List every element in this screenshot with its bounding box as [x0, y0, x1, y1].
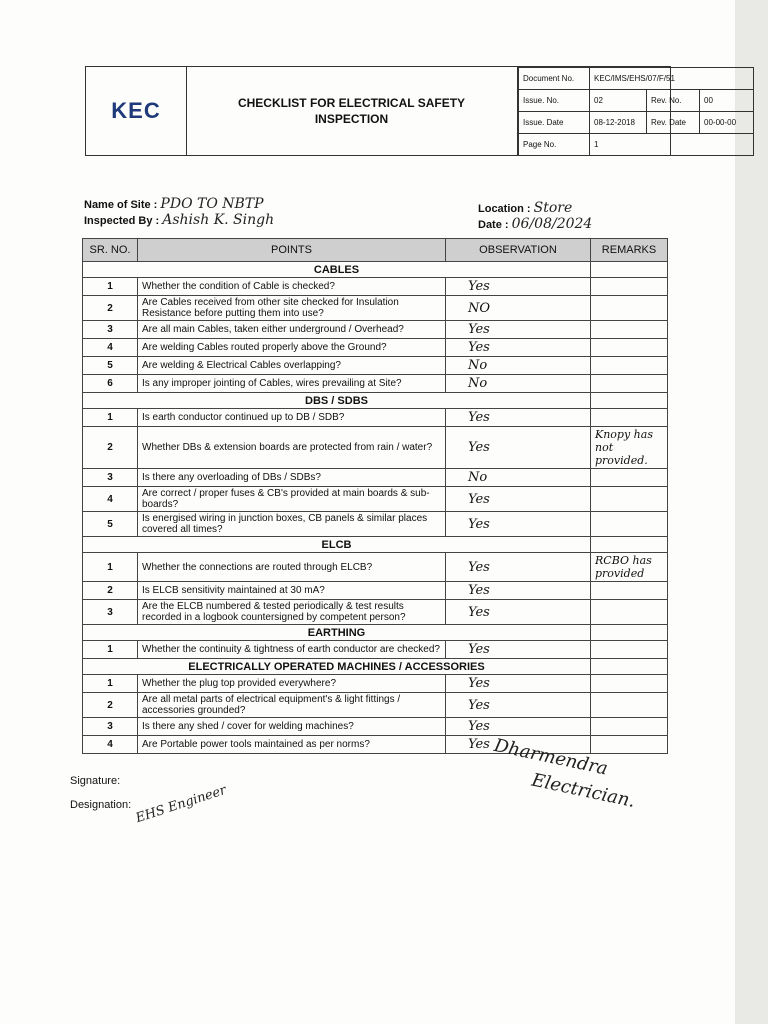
- kec-logo: KEC: [86, 67, 187, 155]
- location-label: Location :: [478, 203, 531, 215]
- row-sr-number: 2: [83, 582, 138, 600]
- row-observation: Yes: [446, 339, 591, 357]
- site-name-value: PDO TO NBTP: [160, 196, 264, 212]
- row-sr-number: 3: [83, 469, 138, 487]
- rev-no-label: Rev. No.: [647, 90, 700, 112]
- section-remarks-cell: [591, 537, 668, 553]
- row-point: Are correct / proper fuses & CB's provided at main boards & sub- boards?: [138, 487, 446, 512]
- row-observation: NO: [446, 296, 591, 321]
- row-sr-number: 2: [83, 296, 138, 321]
- table-row: [83, 296, 668, 321]
- date-value: 06/08/2024: [511, 216, 593, 232]
- section-header-row: [83, 625, 668, 641]
- table-row: [83, 675, 668, 693]
- table-row: [83, 582, 668, 600]
- row-point: Are Cables received from other site checked for Insulation Resistance before putting them into use?: [138, 296, 446, 321]
- row-sr-number: 2: [83, 693, 138, 718]
- row-remarks: [591, 296, 668, 321]
- section-remarks-cell: [591, 393, 668, 409]
- row-point: Are all metal parts of electrical equipment's & light fittings / accessories grounded?: [138, 693, 446, 718]
- row-observation: No: [446, 469, 591, 487]
- table-row: [83, 553, 668, 582]
- row-observation: No: [446, 357, 591, 375]
- row-sr-number: 3: [83, 321, 138, 339]
- document-header: [85, 66, 737, 156]
- electrician-designation: Electrician.: [529, 769, 638, 812]
- col-points: POINTS: [138, 239, 446, 262]
- row-sr-number: 4: [83, 736, 138, 754]
- row-observation: Yes: [446, 600, 591, 625]
- row-remarks: [591, 321, 668, 339]
- inspected-by-label: Inspected By :: [84, 215, 160, 227]
- section-title: ELCB: [83, 537, 591, 553]
- doc-no-label: Document No.: [519, 68, 590, 90]
- location-value: Store: [533, 200, 573, 216]
- row-observation: Yes: [446, 409, 591, 427]
- row-sr-number: 1: [83, 278, 138, 296]
- row-observation: Yes: [446, 582, 591, 600]
- section-title: CABLES: [83, 262, 591, 278]
- table-row: [83, 409, 668, 427]
- row-observation: Yes: [446, 718, 591, 736]
- date-line: [478, 216, 592, 232]
- row-point: Are all main Cables, taken either underground / Overhead?: [138, 321, 446, 339]
- row-observation: Yes: [446, 427, 591, 469]
- table-row: [83, 641, 668, 659]
- doc-no-value: KEC/IMS/EHS/07/F/51: [590, 68, 754, 90]
- section-title: EARTHING: [83, 625, 591, 641]
- section-remarks-cell: [591, 659, 668, 675]
- page-no-value: 1: [590, 134, 754, 156]
- section-title: ELECTRICALLY OPERATED MACHINES / ACCESSORIES: [83, 659, 591, 675]
- row-observation: Yes: [446, 278, 591, 296]
- inspected-by-line: [84, 212, 274, 228]
- site-name-line: [84, 196, 264, 212]
- row-observation: Yes: [446, 693, 591, 718]
- row-remarks: [591, 718, 668, 736]
- row-remarks: [591, 357, 668, 375]
- section-remarks-cell: [591, 262, 668, 278]
- col-observation: OBSERVATION: [446, 239, 591, 262]
- rev-date-label: Rev. Date: [647, 112, 700, 134]
- row-point: Is energised wiring in junction boxes, CB panels & similar places covered all times?: [138, 512, 446, 537]
- row-point: Whether the condition of Cable is checked?: [138, 278, 446, 296]
- row-point: Are welding & Electrical Cables overlapping?: [138, 357, 446, 375]
- table-row: [83, 427, 668, 469]
- row-remarks: [591, 675, 668, 693]
- row-remarks: [591, 469, 668, 487]
- table-row: [83, 357, 668, 375]
- row-point: Are Portable power tools maintained as per norms?: [138, 736, 446, 754]
- row-point: Whether DBs & extension boards are protected from rain / water?: [138, 427, 446, 469]
- row-remarks: [591, 582, 668, 600]
- row-remarks: [591, 641, 668, 659]
- row-sr-number: 1: [83, 553, 138, 582]
- section-remarks-cell: [591, 625, 668, 641]
- row-sr-number: 1: [83, 675, 138, 693]
- document-title: CHECKLIST FOR ELECTRICAL SAFETY INSPECTION: [186, 67, 518, 155]
- row-observation: Yes: [446, 736, 591, 754]
- section-header-row: [83, 393, 668, 409]
- row-sr-number: 3: [83, 600, 138, 625]
- row-observation: No: [446, 375, 591, 393]
- row-remarks: [591, 512, 668, 537]
- col-sr: SR. NO.: [83, 239, 138, 262]
- row-point: Are the ELCB numbered & tested periodically & test results recorded in a logbook countersigned by competent person?: [138, 600, 446, 625]
- row-sr-number: 1: [83, 641, 138, 659]
- table-row: [83, 512, 668, 537]
- row-sr-number: 6: [83, 375, 138, 393]
- designation-line: [70, 782, 229, 827]
- row-observation: Yes: [446, 641, 591, 659]
- date-label: Date :: [478, 219, 509, 231]
- row-point: Is there any shed / cover for welding machines?: [138, 718, 446, 736]
- section-title: DBS / SDBS: [83, 393, 591, 409]
- designation-label: Designation:: [70, 799, 132, 811]
- row-observation: Yes: [446, 675, 591, 693]
- row-remarks: Knopy has not provided.: [591, 427, 668, 469]
- issue-no-label: Issue. No.: [519, 90, 590, 112]
- designation-value: EHS Engineer: [134, 782, 229, 827]
- section-header-row: [83, 262, 668, 278]
- row-sr-number: 4: [83, 339, 138, 357]
- row-point: Whether the continuity & tightness of earth conductor are checked?: [138, 641, 446, 659]
- section-header-row: [83, 659, 668, 675]
- issue-no-value: 02: [590, 90, 647, 112]
- section-header-row: [83, 537, 668, 553]
- electrician-name: Dharmendra: [492, 735, 610, 780]
- signature-block: [70, 775, 229, 827]
- row-remarks: [591, 409, 668, 427]
- row-point: Is there any overloading of DBs / SDBs?: [138, 469, 446, 487]
- row-sr-number: 5: [83, 357, 138, 375]
- inspected-by-value: Ashish K. Singh: [162, 212, 275, 228]
- row-sr-number: 3: [83, 718, 138, 736]
- row-remarks: [591, 693, 668, 718]
- page-no-label: Page No.: [519, 134, 590, 156]
- table-row: [83, 487, 668, 512]
- row-observation: Yes: [446, 553, 591, 582]
- col-remarks: REMARKS: [591, 239, 668, 262]
- row-observation: Yes: [446, 512, 591, 537]
- issue-date-value: 08-12-2018: [590, 112, 647, 134]
- table-row: [83, 339, 668, 357]
- table-row: [83, 278, 668, 296]
- table-row: [83, 375, 668, 393]
- checklist-table: [82, 238, 668, 754]
- document-meta: [518, 67, 737, 155]
- site-name-label: Name of Site :: [84, 199, 158, 211]
- table-row: [83, 600, 668, 625]
- row-remarks: [591, 339, 668, 357]
- signature-label: Signature:: [70, 775, 121, 787]
- row-remarks: [591, 600, 668, 625]
- row-observation: Yes: [446, 487, 591, 512]
- row-observation: Yes: [446, 321, 591, 339]
- row-point: Is earth conductor continued up to DB / SDB?: [138, 409, 446, 427]
- table-row: [83, 469, 668, 487]
- row-point: Is ELCB sensitivity maintained at 30 mA?: [138, 582, 446, 600]
- row-sr-number: 2: [83, 427, 138, 469]
- row-remarks: [591, 278, 668, 296]
- issue-date-label: Issue. Date: [519, 112, 590, 134]
- row-remarks: RCBO has provided: [591, 553, 668, 582]
- row-point: Whether the connections are routed through ELCB?: [138, 553, 446, 582]
- table-row: [83, 693, 668, 718]
- row-point: Is any improper jointing of Cables, wires prevailing at Site?: [138, 375, 446, 393]
- table-row: [83, 321, 668, 339]
- table-row: [83, 718, 668, 736]
- rev-no-value: 00: [700, 90, 754, 112]
- row-remarks: [591, 487, 668, 512]
- row-sr-number: 1: [83, 409, 138, 427]
- row-point: Are welding Cables routed properly above the Ground?: [138, 339, 446, 357]
- row-sr-number: 5: [83, 512, 138, 537]
- location-line: [478, 200, 572, 216]
- row-remarks: [591, 375, 668, 393]
- row-sr-number: 4: [83, 487, 138, 512]
- row-point: Whether the plug top provided everywhere?: [138, 675, 446, 693]
- row-remarks: [591, 736, 668, 754]
- rev-date-value: 00-00-00: [700, 112, 754, 134]
